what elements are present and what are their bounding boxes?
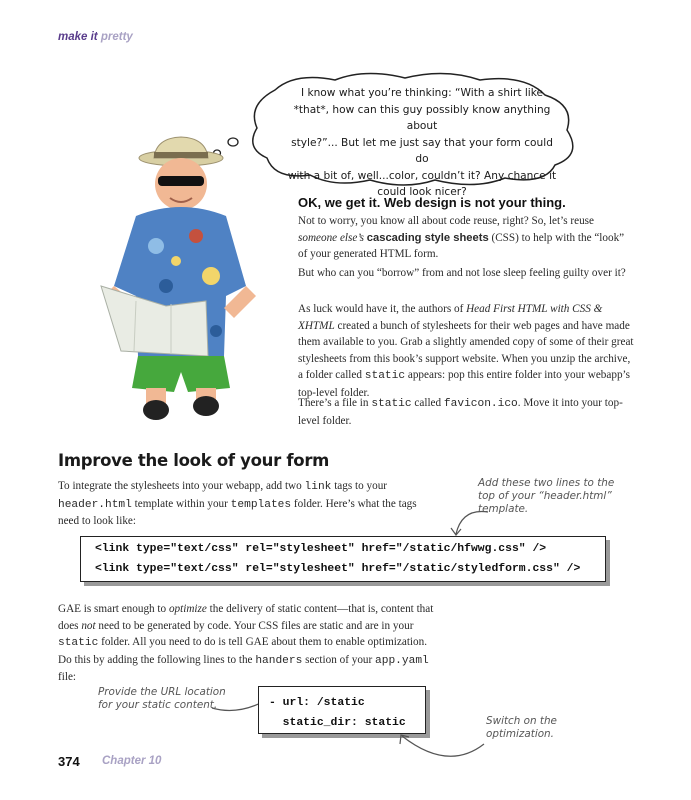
text-span: Not to worry, you know all about code reuse, right? So, let’s reuse [298,215,594,227]
running-head-part1: make it [58,31,98,43]
section-paragraph-2 [58,601,438,686]
code-line: <link type="text/css" rel="stylesheet" href="/static/hfwwg.css" /> [95,543,547,555]
text-span: templates [230,498,292,511]
annotation-line: Add these two lines to the [478,477,615,489]
running-head [58,31,133,43]
text-span: . Move it into your top-level folder. [298,397,623,427]
text-span: There’s a file in [298,397,369,409]
text-span: section of your [305,653,373,666]
text-span: As luck would have it, the authors of [298,303,464,315]
intro-paragraph-2: But who can you “borrow” from and not lose sleep feeling guilty over it? [298,267,626,279]
running-head-part2: pretty [100,31,133,43]
code-line: <link type="text/css" rel="stylesheet" href="/static/styledform.css" /> [95,563,581,575]
section-paragraph-1 [58,478,433,530]
thought-bubble-text [283,85,561,201]
text-span: tags to your [334,480,388,492]
text-span: static [364,370,406,382]
intro-heading: OK, we get it. Web design is not your thing. [298,195,566,210]
switch-annotation [486,715,557,741]
thought-line: *that*, how can this guy possibly know anything about [293,103,551,132]
annotation-line: Switch on the [486,715,557,727]
annotation-line: Provide the URL location [98,686,226,698]
text-span: header.html [58,498,132,511]
page-number: 374 [58,754,80,769]
text-span: of your generated HTML form. [298,248,439,260]
text-span: created a bunch of stylesheets for their web pages and have made them available to you. Grab a slightly amended copy of some of their great stylesheets from this book’s support website. When you unzip the archive, a folder called [298,319,634,381]
text-span: static [58,637,99,649]
thought-line: with a bit of, well...color, couldn’t it? Any chance it [287,169,557,182]
annotation-line: top of your “header.html” [478,490,612,502]
thought-line: I know what you’re thinking: “With a shirt like [300,87,544,99]
intro-paragraph-3 [298,301,634,401]
section-heading: Improve the look of your form [58,451,330,470]
thought-line: could look nicer? [377,186,467,198]
link-tags-code [80,536,606,582]
chapter-label: Chapter 10 [102,755,162,767]
annotation-arrow [440,500,500,540]
intro-paragraph-1 [298,213,634,263]
text-span: folder. Here’s what the tags need to look like: [58,497,417,527]
text-span: the delivery of static content—that is, content that does [58,603,434,632]
text-span: Head First HTML with CSS & XHTML [298,303,603,332]
text-span: GAE is smart enough to [58,603,167,615]
annotation-line: for your static content. [98,699,218,711]
text-span: file: [58,671,77,683]
text-span: called [414,397,442,409]
code-line: static_dir: static [269,717,406,729]
text-span: static [371,398,412,410]
intro-paragraph-4 [298,395,634,429]
text-span: favicon.ico [443,398,518,410]
app-yaml-code [258,686,426,734]
text-span: not [81,619,96,632]
annotation-arrow [388,728,488,770]
text-span: need to be generated by code. Your CSS files are static and are in your [98,619,414,632]
tourist-photo [96,136,266,426]
text-span: (CSS) to help with the “look” [491,231,625,244]
text-span: link [304,481,332,493]
code-line: - url: /static [269,697,365,709]
text-span: app.yaml [375,654,429,667]
text-span: appears: pop this entire folder into your webapp’s top-level folder. [298,369,631,399]
text-span: handers [255,654,303,667]
text-span: folder. All you need to do is tell GAE about them to enable optimization. Do this by adding the following lines to the [58,636,428,666]
text-span: To integrate the stylesheets into your webapp, add two [58,480,302,492]
text-span: optimize [168,603,207,615]
annotation-line: template. [478,503,529,515]
url-annotation [98,686,226,712]
text-span: someone else’s [298,231,364,244]
text-span: cascading style sheets [366,231,489,244]
text-span: template within your [134,497,228,510]
annotation-line: optimization. [486,728,554,740]
thought-line: style?”... But let me just say that your form could do [291,136,553,165]
